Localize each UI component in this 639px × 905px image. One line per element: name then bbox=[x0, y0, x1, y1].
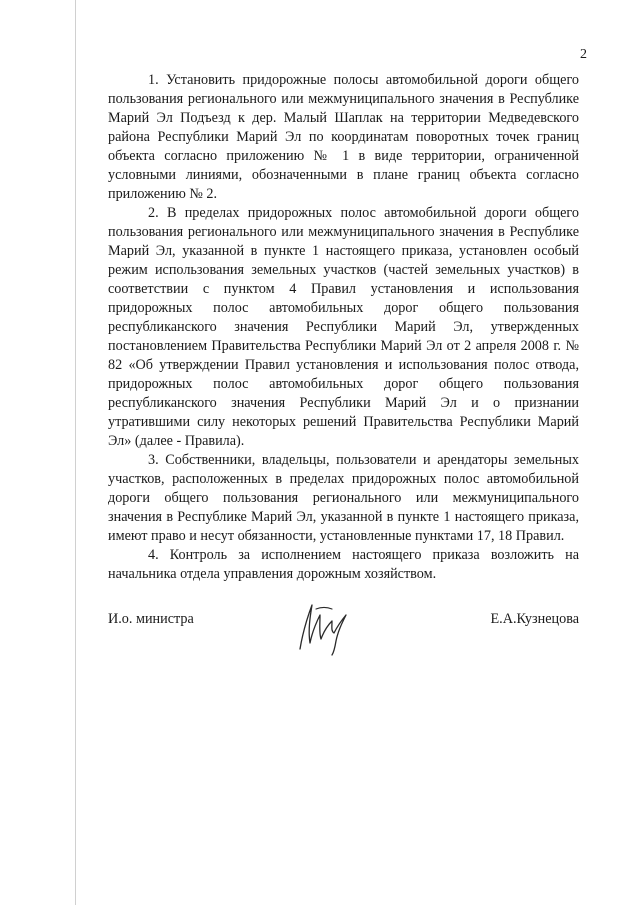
signatory-name: Е.А.Кузнецова bbox=[490, 611, 579, 627]
paragraph-2: 2. В пределах придорожных полос автомобильной дороги общего пользования регионального или межмуниципального значения в Республике Марий Эл, указанной в пункте 1 настоящего приказа, установлен особый режим использования земельных участков (частей земельных участков) в соответствии с пунктом 4 Правил установления и использования придорожных полос автомобильных дорог общего пользования республиканского значения Республики Марий Эл, утвержденных постановлением Правительства Республики Марий Эл от 2 апреля 2008 г. № 82 «Об утверждении Правил установления и использования полос отвода, придорожных полос автомобильных дорог общего пользования республиканского значения Республики Марий Эл и о признании утратившими силу некоторых решений Правительства Республики Марий Эл» (далее - Правила). bbox=[108, 205, 579, 449]
document-body bbox=[108, 71, 579, 584]
page-number: 2 bbox=[580, 47, 587, 62]
paragraph-3: 3. Собственники, владельцы, пользователи и арендаторы земельных участков, расположенных в пределах придорожных полос автомобильной дороги общего пользования регионального или межмуниципального значения в Республике Марий Эл, указанной в пункте 1 настоящего приказа, имеют право и несут обязанности, установленные пунктами 17, 18 Правил. bbox=[108, 452, 579, 544]
signature-block bbox=[108, 605, 579, 665]
paragraph-4: 4. Контроль за исполнением настоящего приказа возложить на начальника отдела управления дорожным хозяйством. bbox=[108, 547, 579, 582]
handwritten-signature-icon bbox=[288, 597, 358, 657]
paragraph-1: 1. Установить придорожные полосы автомобильной дороги общего пользования регионального или межмуниципального значения в Республике Марий Эл Подъезд к дер. Малый Шаплак на территории Медведевского района Республики Марий Эл по координатам поворотных точек границ объекта согласно приложению № 1 в виде территории, ограниченной условными линиями, обозначенными в плане границ объекта согласно приложению № 2. bbox=[108, 72, 579, 202]
signatory-title: И.о. министра bbox=[108, 611, 194, 627]
page-margin-line bbox=[75, 0, 76, 905]
